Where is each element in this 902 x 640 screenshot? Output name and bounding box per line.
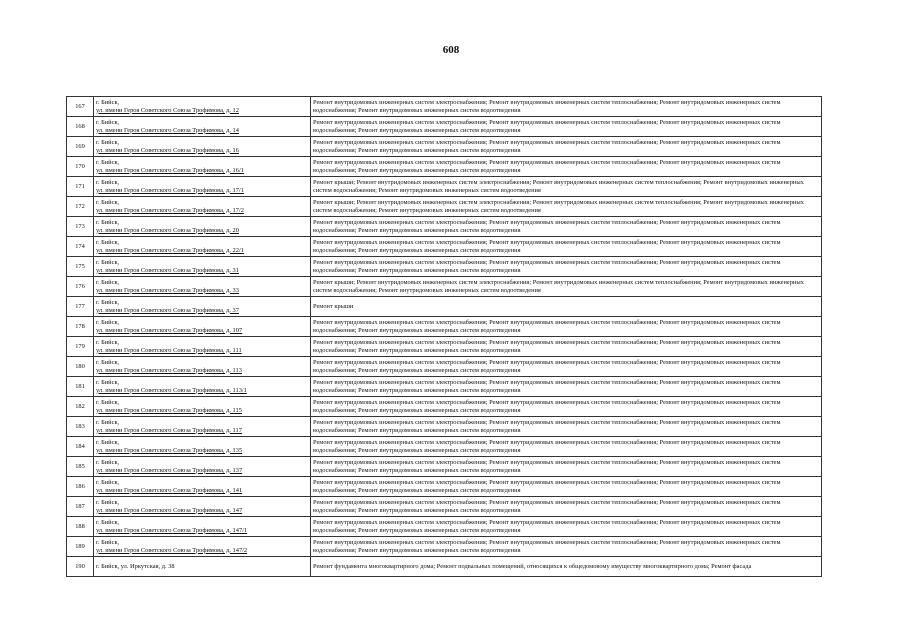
- address-street: ул. имени Героя Советского Союза Трофимова, д. 37: [96, 306, 239, 314]
- address-cell: [94, 357, 311, 377]
- table-row: [67, 557, 822, 577]
- table-row: [67, 397, 822, 417]
- address-street: ул. имени Героя Советского Союза Трофимова, д. 16/1: [96, 166, 244, 174]
- address-street: ул. имени Героя Советского Союза Трофимова, д. 14: [96, 126, 239, 134]
- address-street: ул. имени Героя Советского Союза Трофимова, д. 113/1: [96, 386, 247, 394]
- address-street: ул. имени Героя Советского Союза Трофимова, д. 113: [96, 366, 242, 374]
- table-row: [67, 337, 822, 357]
- row-number-cell: 190: [67, 557, 94, 577]
- table-row: [67, 457, 822, 477]
- row-number-cell: 180: [67, 357, 94, 377]
- address-city: г. Бийск,: [96, 538, 120, 546]
- address-city: г. Бийск,: [96, 118, 120, 126]
- address-street: ул. имени Героя Советского Союза Трофимова, д. 147: [96, 506, 243, 514]
- row-number-cell: 179: [67, 337, 94, 357]
- works-cell: Ремонт крыши; Ремонт внутридомовых инженерных систем электроснабжения; Ремонт внутридомовых инженерных систем теплоснабжения; Ремонт внутридомовых инженерных систем водоснабжения; Ремонт внутридомовых инженерных систем водоотведения: [311, 277, 822, 297]
- works-cell: Ремонт внутридомовых инженерных систем электроснабжения; Ремонт внутридомовых инженерных систем теплоснабжения; Ремонт внутридомовых инженерных систем водоснабжения; Ремонт внутридомовых инженерных систем водоотведения: [311, 337, 822, 357]
- table-row: [67, 377, 822, 397]
- address-city: г. Бийск, ул. Иркутская, д. 38: [96, 562, 175, 570]
- works-cell: Ремонт внутридомовых инженерных систем электроснабжения; Ремонт внутридомовых инженерных систем теплоснабжения; Ремонт внутридомовых инженерных систем водоснабжения; Ремонт внутридомовых инженерных систем водоотведения: [311, 417, 822, 437]
- address-street: ул. имени Героя Советского Союза Трофимова, д. 141: [96, 486, 243, 494]
- table-row: [67, 477, 822, 497]
- address-street: ул. имени Героя Советского Союза Трофимова, д. 107: [96, 326, 243, 334]
- address-city: г. Бийск,: [96, 238, 120, 246]
- table-row: [67, 97, 822, 117]
- row-number-cell: 184: [67, 437, 94, 457]
- table-row: [67, 237, 822, 257]
- row-number-cell: 185: [67, 457, 94, 477]
- address-street: ул. имени Героя Советского Союза Трофимова, д. 31: [96, 266, 239, 274]
- row-number-cell: 189: [67, 537, 94, 557]
- address-cell: [94, 237, 311, 257]
- address-cell: [94, 337, 311, 357]
- address-cell: [94, 497, 311, 517]
- address-city: г. Бийск,: [96, 438, 120, 446]
- address-street: ул. имени Героя Советского Союза Трофимова, д. 147/2: [96, 546, 248, 554]
- address-street: ул. имени Героя Советского Союза Трофимова, д. 111: [96, 346, 242, 354]
- address-cell: [94, 97, 311, 117]
- address-street: ул. имени Героя Советского Союза Трофимова, д. 115: [96, 406, 242, 414]
- address-cell: [94, 297, 311, 317]
- works-cell: Ремонт внутридомовых инженерных систем электроснабжения; Ремонт внутридомовых инженерных систем теплоснабжения; Ремонт внутридомовых инженерных систем водоснабжения; Ремонт внутридомовых инженерных систем водоотведения: [311, 237, 822, 257]
- address-city: г. Бийск,: [96, 318, 120, 326]
- address-city: г. Бийск,: [96, 178, 120, 186]
- works-cell: Ремонт внутридомовых инженерных систем электроснабжения; Ремонт внутридомовых инженерных систем теплоснабжения; Ремонт внутридомовых инженерных систем водоснабжения; Ремонт внутридомовых инженерных систем водоотведения: [311, 257, 822, 277]
- address-street: ул. имени Героя Советского Союза Трофимова, д. 16: [96, 146, 239, 154]
- address-cell: [94, 317, 311, 337]
- address-cell: [94, 257, 311, 277]
- address-cell: [94, 277, 311, 297]
- address-street: ул. имени Героя Советского Союза Трофимова, д. 17/1: [96, 186, 244, 194]
- page-number: 608: [442, 44, 460, 56]
- address-street: ул. имени Героя Советского Союза Трофимова, д. 137: [96, 466, 243, 474]
- address-cell: [94, 517, 311, 537]
- row-number-cell: 188: [67, 517, 94, 537]
- address-city: г. Бийск,: [96, 138, 120, 146]
- row-number-cell: 176: [67, 277, 94, 297]
- table-row: [67, 517, 822, 537]
- registry-body: [67, 97, 822, 577]
- row-number-cell: 175: [67, 257, 94, 277]
- works-cell: Ремонт внутридомовых инженерных систем электроснабжения; Ремонт внутридомовых инженерных систем теплоснабжения; Ремонт внутридомовых инженерных систем водоснабжения; Ремонт внутридомовых инженерных систем водоотведения: [311, 517, 822, 537]
- address-cell: [94, 217, 311, 237]
- address-city: г. Бийск,: [96, 278, 120, 286]
- works-cell: Ремонт внутридомовых инженерных систем электроснабжения; Ремонт внутридомовых инженерных систем теплоснабжения; Ремонт внутридомовых инженерных систем водоснабжения; Ремонт внутридомовых инженерных систем водоотведения: [311, 137, 822, 157]
- row-number-cell: 177: [67, 297, 94, 317]
- address-street: ул. имени Героя Советского Союза Трофимова, д. 17/2: [96, 206, 244, 214]
- address-cell: [94, 177, 311, 197]
- works-cell: Ремонт внутридомовых инженерных систем электроснабжения; Ремонт внутридомовых инженерных систем теплоснабжения; Ремонт внутридомовых инженерных систем водоснабжения; Ремонт внутридомовых инженерных систем водоотведения: [311, 477, 822, 497]
- address-city: г. Бийск,: [96, 338, 120, 346]
- address-street: ул. имени Героя Советского Союза Трофимова, д. 135: [96, 446, 243, 454]
- address-cell: [94, 477, 311, 497]
- row-number-cell: 173: [67, 217, 94, 237]
- row-number-cell: 170: [67, 157, 94, 177]
- table-row: [67, 357, 822, 377]
- row-number-cell: 178: [67, 317, 94, 337]
- works-cell: Ремонт внутридомовых инженерных систем электроснабжения; Ремонт внутридомовых инженерных систем теплоснабжения; Ремонт внутридомовых инженерных систем водоснабжения; Ремонт внутридомовых инженерных систем водоотведения: [311, 497, 822, 517]
- row-number-cell: 187: [67, 497, 94, 517]
- row-number-cell: 167: [67, 97, 94, 117]
- address-city: г. Бийск,: [96, 298, 120, 306]
- row-number-cell: 186: [67, 477, 94, 497]
- address-cell: [94, 117, 311, 137]
- address-city: г. Бийск,: [96, 518, 120, 526]
- works-cell: Ремонт крыши: [311, 297, 822, 317]
- address-cell: [94, 537, 311, 557]
- table-row: [67, 197, 822, 217]
- row-number-cell: 181: [67, 377, 94, 397]
- address-street: ул. имени Героя Советского Союза Трофимова, д. 117: [96, 426, 242, 434]
- address-cell: [94, 157, 311, 177]
- address-street: ул. имени Героя Советского Союза Трофимова, д. 147/1: [96, 526, 248, 534]
- address-cell: [94, 437, 311, 457]
- table-row: [67, 117, 822, 137]
- address-city: г. Бийск,: [96, 218, 120, 226]
- address-street: ул. имени Героя Советского Союза Трофимова, д. 22/1: [96, 246, 244, 254]
- row-number-cell: 174: [67, 237, 94, 257]
- address-cell: [94, 457, 311, 477]
- address-cell: [94, 197, 311, 217]
- works-cell: Ремонт внутридомовых инженерных систем электроснабжения; Ремонт внутридомовых инженерных систем теплоснабжения; Ремонт внутридомовых инженерных систем водоснабжения; Ремонт внутридомовых инженерных систем водоотведения: [311, 117, 822, 137]
- works-cell: Ремонт внутридомовых инженерных систем электроснабжения; Ремонт внутридомовых инженерных систем теплоснабжения; Ремонт внутридомовых инженерных систем водоснабжения; Ремонт внутридомовых инженерных систем водоотведения: [311, 97, 822, 117]
- address-city: г. Бийск,: [96, 418, 120, 426]
- table-row: [67, 497, 822, 517]
- row-number-cell: 168: [67, 117, 94, 137]
- address-city: г. Бийск,: [96, 98, 120, 106]
- address-street: ул. имени Героя Советского Союза Трофимова, д. 33: [96, 286, 239, 294]
- works-cell: Ремонт внутридомовых инженерных систем электроснабжения; Ремонт внутридомовых инженерных систем теплоснабжения; Ремонт внутридомовых инженерных систем водоснабжения; Ремонт внутридомовых инженерных систем водоотведения: [311, 537, 822, 557]
- works-cell: Ремонт внутридомовых инженерных систем электроснабжения; Ремонт внутридомовых инженерных систем теплоснабжения; Ремонт внутридомовых инженерных систем водоснабжения; Ремонт внутридомовых инженерных систем водоотведения: [311, 357, 822, 377]
- table-row: [67, 437, 822, 457]
- row-number-cell: 183: [67, 417, 94, 437]
- address-cell: [94, 417, 311, 437]
- address-city: г. Бийск,: [96, 358, 120, 366]
- works-cell: Ремонт крыши; Ремонт внутридомовых инженерных систем электроснабжения; Ремонт внутридомовых инженерных систем теплоснабжения; Ремонт внутридомовых инженерных систем водоснабжения; Ремонт внутридомовых инженерных систем водоотведения: [311, 177, 822, 197]
- row-number-cell: 169: [67, 137, 94, 157]
- address-city: г. Бийск,: [96, 378, 120, 386]
- row-number-cell: 172: [67, 197, 94, 217]
- works-cell: Ремонт внутридомовых инженерных систем электроснабжения; Ремонт внутридомовых инженерных систем теплоснабжения; Ремонт внутридомовых инженерных систем водоснабжения; Ремонт внутридомовых инженерных систем водоотведения: [311, 217, 822, 237]
- address-city: г. Бийск,: [96, 258, 120, 266]
- works-cell: Ремонт внутридомовых инженерных систем электроснабжения; Ремонт внутридомовых инженерных систем теплоснабжения; Ремонт внутридомовых инженерных систем водоснабжения; Ремонт внутридомовых инженерных систем водоотведения: [311, 457, 822, 477]
- address-city: г. Бийск,: [96, 458, 120, 466]
- address-cell: [94, 377, 311, 397]
- works-cell: Ремонт внутридомовых инженерных систем электроснабжения; Ремонт внутридомовых инженерных систем теплоснабжения; Ремонт внутридомовых инженерных систем водоснабжения; Ремонт внутридомовых инженерных систем водоотведения: [311, 317, 822, 337]
- address-city: г. Бийск,: [96, 498, 120, 506]
- table-row: [67, 317, 822, 337]
- table-row: [67, 277, 822, 297]
- row-number-cell: 182: [67, 397, 94, 417]
- address-city: г. Бийск,: [96, 198, 120, 206]
- table-row: [67, 137, 822, 157]
- address-city: г. Бийск,: [96, 478, 120, 486]
- address-cell: [94, 137, 311, 157]
- table-row: [67, 157, 822, 177]
- works-cell: Ремонт внутридомовых инженерных систем электроснабжения; Ремонт внутридомовых инженерных систем теплоснабжения; Ремонт внутридомовых инженерных систем водоснабжения; Ремонт внутридомовых инженерных систем водоотведения: [311, 437, 822, 457]
- table-row: [67, 217, 822, 237]
- address-street: ул. имени Героя Советского Союза Трофимова, д. 12: [96, 106, 239, 114]
- row-number-cell: 171: [67, 177, 94, 197]
- repair-registry-table: [66, 96, 822, 577]
- works-cell: Ремонт фундамента многоквартирного дома; Ремонт подвальных помещений, относящихся к общедомовому имуществу многоквартирного дома; Ремонт фасада: [311, 557, 822, 577]
- works-cell: Ремонт крыши; Ремонт внутридомовых инженерных систем электроснабжения; Ремонт внутридомовых инженерных систем теплоснабжения; Ремонт внутридомовых инженерных систем водоснабжения; Ремонт внутридомовых инженерных систем водоотведения: [311, 197, 822, 217]
- table-row: [67, 177, 822, 197]
- works-cell: Ремонт внутридомовых инженерных систем электроснабжения; Ремонт внутридомовых инженерных систем теплоснабжения; Ремонт внутридомовых инженерных систем водоснабжения; Ремонт внутридомовых инженерных систем водоотведения: [311, 397, 822, 417]
- address-street: ул. имени Героя Советского Союза Трофимова, д. 20: [96, 226, 239, 234]
- table-row: [67, 537, 822, 557]
- table-row: [67, 297, 822, 317]
- table-row: [67, 257, 822, 277]
- table-row: [67, 417, 822, 437]
- works-cell: Ремонт внутридомовых инженерных систем электроснабжения; Ремонт внутридомовых инженерных систем теплоснабжения; Ремонт внутридомовых инженерных систем водоснабжения; Ремонт внутридомовых инженерных систем водоотведения: [311, 377, 822, 397]
- address-cell: [94, 557, 311, 577]
- works-cell: Ремонт внутридомовых инженерных систем электроснабжения; Ремонт внутридомовых инженерных систем теплоснабжения; Ремонт внутридомовых инженерных систем водоснабжения; Ремонт внутридомовых инженерных систем водоотведения: [311, 157, 822, 177]
- address-cell: [94, 397, 311, 417]
- address-city: г. Бийск,: [96, 158, 120, 166]
- address-city: г. Бийск,: [96, 398, 120, 406]
